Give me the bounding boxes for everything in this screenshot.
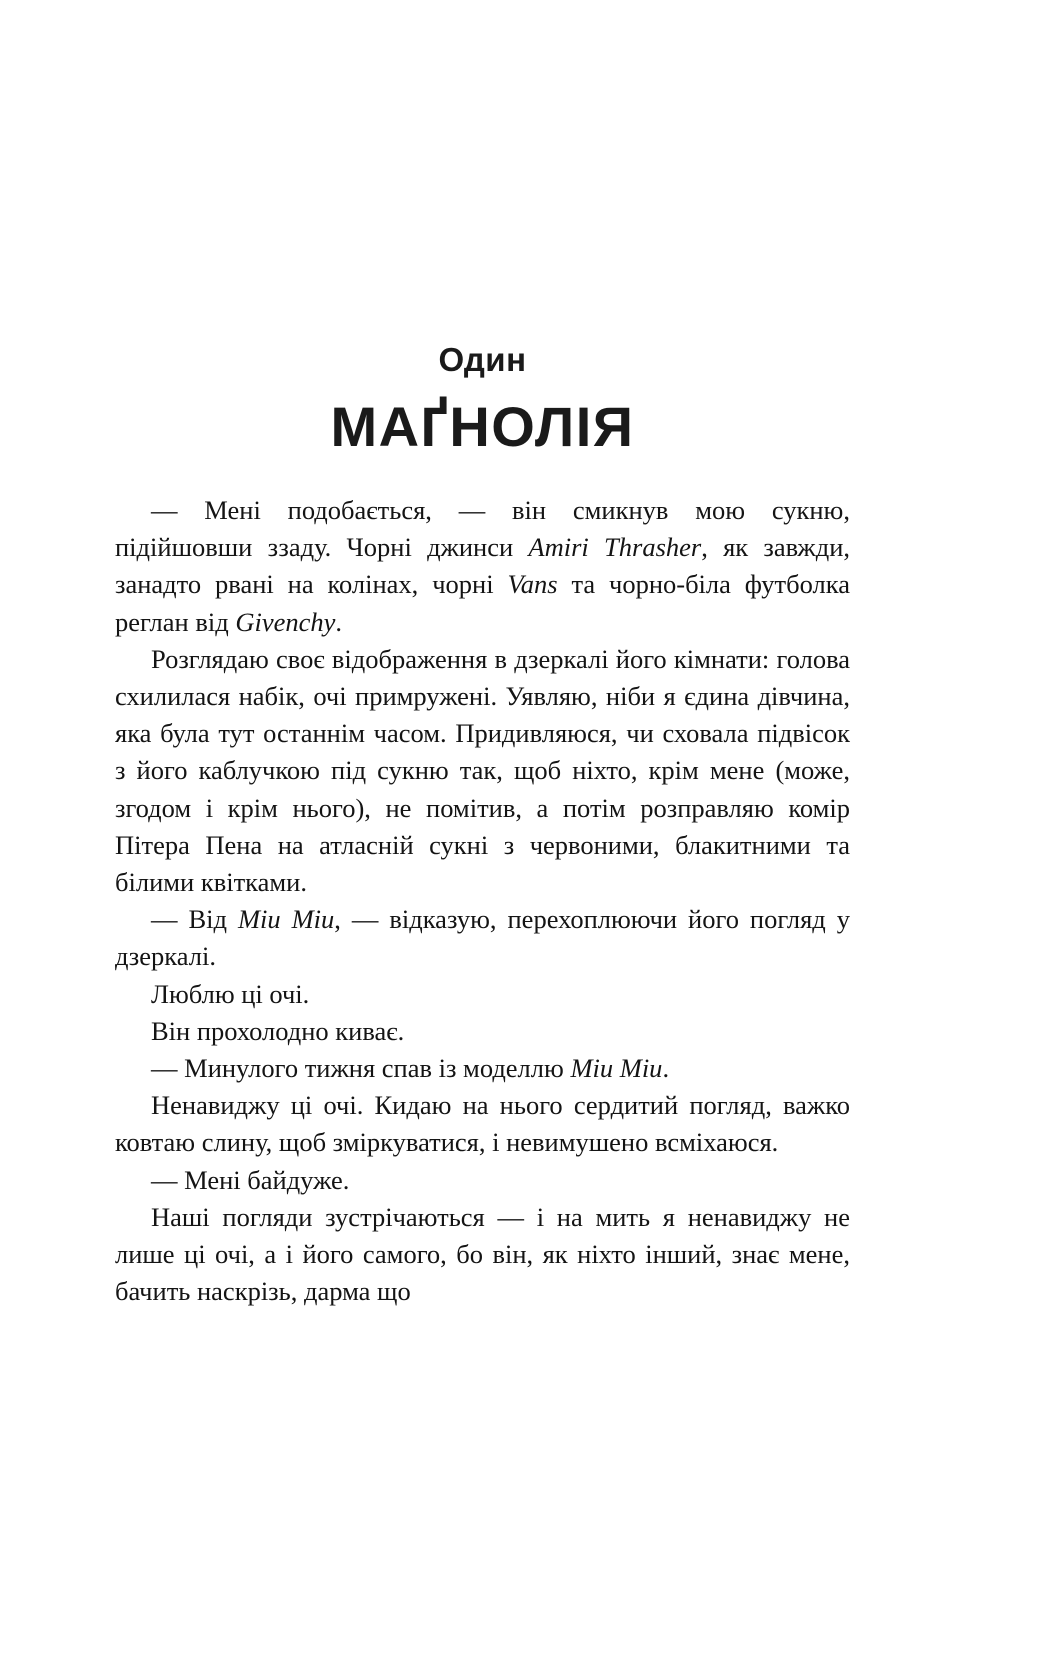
- body-paragraph: — Минулого тижня спав із моделлю Miu Miu.: [151, 1053, 670, 1084]
- brand-name-italic: Miu Miu: [237, 904, 335, 935]
- page-text-block: [115, 330, 850, 1310]
- body-paragraph: Люблю ці очі.: [151, 978, 310, 1009]
- body-paragraph: Розглядаю своє відображення в дзеркалі його кімнати: голова схилилася набік, очі примружені. Уявляю, ніби я єдина дівчина, яка була тут останнім часом. Придивляюся, чи сховала підвісок з його каблучкою під сукню так, щоб ніхто, крім мене (може, згодом і крім нього), не помітив, а потім розправляю комір Пітера Пена на атласній сукні з червоними, блакитними та білими квітками.: [115, 643, 850, 898]
- body-paragraph: — Від Miu Miu, — відказую, перехоплюючи його погляд у дзеркалі.: [115, 904, 850, 972]
- chapter-number: Один: [438, 341, 527, 378]
- body-paragraph: Він прохолодно киває.: [151, 1015, 405, 1046]
- chapter-title: МАҐНОЛІЯ: [330, 395, 635, 458]
- body-paragraph: Ненавиджу ці очі. Кидаю на нього сердитий погляд, важко ковтаю слину, щоб зміркуватися, і невимушено всміхаюся.: [115, 1090, 850, 1158]
- body-paragraph: — Мені байдуже.: [151, 1164, 350, 1195]
- brand-name-italic: Amiri Thrasher: [528, 532, 702, 563]
- body-paragraph: Наші погляди зустрічаються — і на мить я ненавиджу не лише ці очі, а і його самого, бо він, як ніхто інший, знає мене, бачить наскрізь, дарма що: [115, 1201, 850, 1307]
- body-copy: [115, 492, 850, 1310]
- brand-name-italic: Vans: [507, 569, 558, 600]
- brand-name-italic: Miu Miu: [570, 1053, 663, 1084]
- brand-name-italic: Givenchy: [235, 606, 336, 637]
- body-paragraph: — Мені подобається, — він смикнув мою сукню, підійшовши ззаду. Чорні джинси Amiri Thrasher, як завжди, занадто рвані на колінах, чорні Vans та чорно-біла футболка реглан від Givenchy.: [115, 495, 850, 637]
